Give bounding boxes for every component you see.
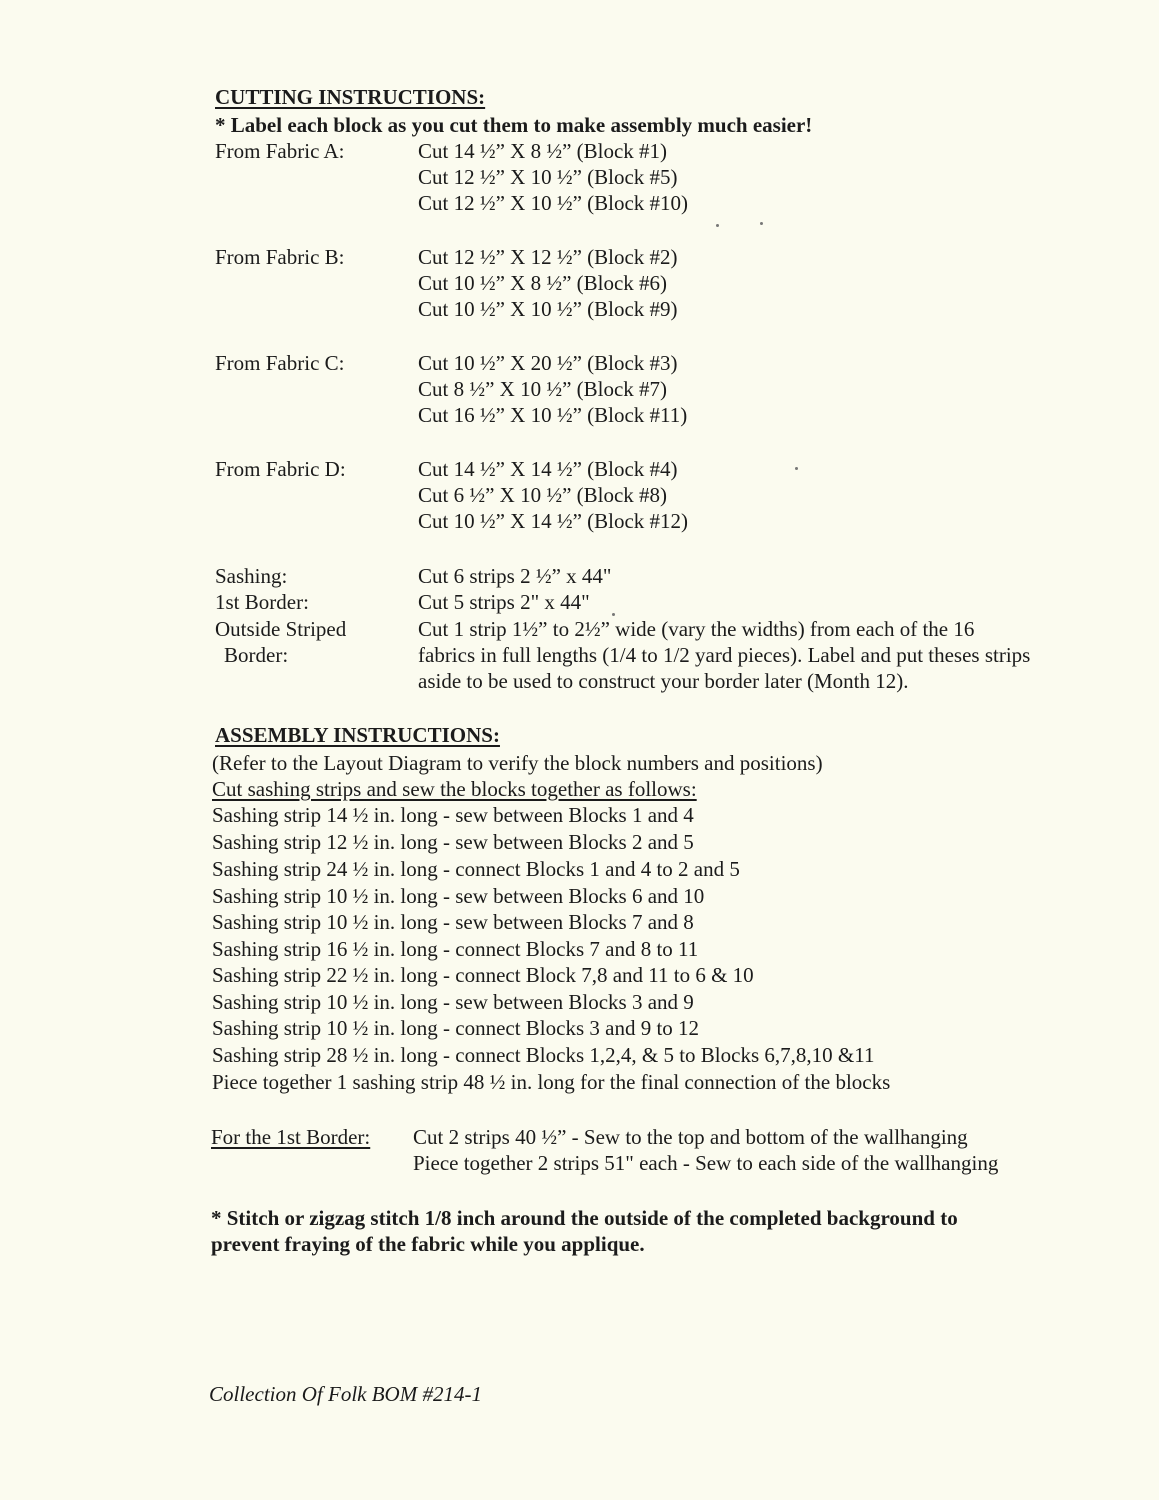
assembly-line: Sashing strip 10 ½ in. long - sew between Blocks 6 and 10	[212, 884, 705, 908]
fabric-a-line: Cut 12 ½” X 10 ½” (Block #5)	[418, 165, 678, 189]
paper-speck	[760, 222, 763, 225]
fabric-b-line: Cut 10 ½” X 8 ½” (Block #6)	[418, 271, 668, 295]
assembly-line: Sashing strip 16 ½ in. long - connect Blocks 7 and 8 to 11	[212, 937, 699, 961]
assembly-line: Sashing strip 10 ½ in. long - connect Blocks 3 and 9 to 12	[212, 1016, 700, 1040]
outside-border-line: Cut 1 strip 1½” to 2½” wide (vary the widths) from each of the 16	[418, 617, 975, 641]
assembly-line: Sashing strip 10 ½ in. long - sew between Blocks 3 and 9	[212, 990, 694, 1014]
assembly-line: Piece together 1 sashing strip 48 ½ in. long for the final connection of the blocks	[212, 1070, 891, 1094]
assembly-line: Sashing strip 24 ½ in. long - connect Blocks 1 and 4 to 2 and 5	[212, 857, 740, 881]
fabric-d-line: Cut 14 ½” X 14 ½” (Block #4)	[418, 457, 678, 481]
assembly-line: Sashing strip 14 ½ in. long - sew between Blocks 1 and 4	[212, 803, 694, 827]
fabric-b-label: From Fabric B:	[215, 245, 345, 269]
first-border-value: Cut 5 strips 2" x 44"	[418, 590, 590, 614]
fabric-c-line: Cut 8 ½” X 10 ½” (Block #7)	[418, 377, 668, 401]
assembly-line: Sashing strip 28 ½ in. long - connect Blocks 1,2,4, & 5 to Blocks 6,7,8,10 &11	[212, 1043, 875, 1067]
sashing-label: Sashing:	[215, 564, 288, 588]
paper-speck	[612, 613, 615, 616]
outside-border-label: Outside Striped	[215, 617, 347, 641]
final-note: prevent fraying of the fabric while you applique.	[211, 1232, 645, 1256]
assembly-refer: (Refer to the Layout Diagram to verify the block numbers and positions)	[212, 751, 823, 775]
cutting-note: * Label each block as you cut them to make assembly much easier!	[215, 113, 813, 137]
fabric-d-line: Cut 6 ½” X 10 ½” (Block #8)	[418, 483, 668, 507]
fabric-b-line: Cut 10 ½” X 10 ½” (Block #9)	[418, 297, 678, 321]
fabric-c-line: Cut 10 ½” X 20 ½” (Block #3)	[418, 351, 678, 375]
final-note: * Stitch or zigzag stitch 1/8 inch around the outside of the completed background to	[211, 1206, 958, 1230]
assembly-subheading: Cut sashing strips and sew the blocks together as follows:	[212, 777, 697, 801]
outside-border-line: aside to be used to construct your border later (Month 12).	[418, 669, 909, 693]
fabric-a-label: From Fabric A:	[215, 139, 345, 163]
fabric-b-line: Cut 12 ½” X 12 ½” (Block #2)	[418, 245, 678, 269]
sashing-value: Cut 6 strips 2 ½” x 44"	[418, 564, 612, 588]
fabric-a-line: Cut 12 ½” X 10 ½” (Block #10)	[418, 191, 689, 215]
outside-border-line: fabrics in full lengths (1/4 to 1/2 yard pieces). Label and put theses strips	[418, 643, 1031, 667]
assembly-line: Sashing strip 10 ½ in. long - sew between Blocks 7 and 8	[212, 910, 694, 934]
cutting-heading: CUTTING INSTRUCTIONS:	[215, 85, 486, 109]
assembly-line: Sashing strip 22 ½ in. long - connect Block 7,8 and 11 to 6 & 10	[212, 963, 754, 987]
border-label: For the 1st Border:	[211, 1125, 371, 1149]
outside-border-label: Border:	[224, 643, 289, 667]
fabric-a-line: Cut 14 ½” X 8 ½” (Block #1)	[418, 139, 668, 163]
paper-speck	[795, 467, 798, 470]
fabric-c-label: From Fabric C:	[215, 351, 345, 375]
first-border-label: 1st Border:	[215, 590, 309, 614]
paper-speck	[716, 224, 719, 227]
footer-reference: Collection Of Folk BOM #214-1	[209, 1382, 482, 1406]
fabric-d-label: From Fabric D:	[215, 457, 346, 481]
assembly-heading: ASSEMBLY INSTRUCTIONS:	[215, 723, 500, 747]
fabric-d-line: Cut 10 ½” X 14 ½” (Block #12)	[418, 509, 689, 533]
assembly-line: Sashing strip 12 ½ in. long - sew between Blocks 2 and 5	[212, 830, 694, 854]
border-line: Piece together 2 strips 51" each - Sew to each side of the wallhanging	[413, 1151, 999, 1175]
border-line: Cut 2 strips 40 ½” - Sew to the top and bottom of the wallhanging	[413, 1125, 968, 1149]
fabric-c-line: Cut 16 ½” X 10 ½” (Block #11)	[418, 403, 688, 427]
